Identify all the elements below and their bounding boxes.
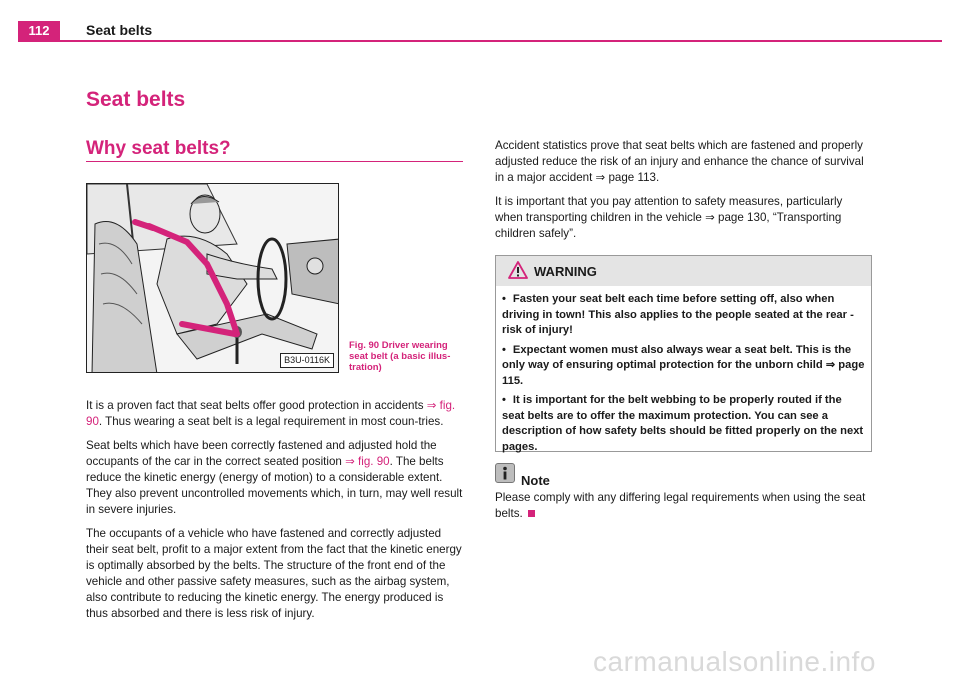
left-column-text bbox=[86, 398, 466, 630]
watermark: carmanualsonline.info bbox=[593, 646, 876, 677]
text-span: Seat belts which have been correctly fastened and adjusted hold the occupants of the car in the correct seated position bbox=[86, 439, 437, 468]
warning-list bbox=[496, 292, 871, 455]
warning-label: WARNING bbox=[534, 264, 597, 279]
figure-code: B3U-0116K bbox=[280, 353, 334, 368]
section-title: Why seat belts? bbox=[86, 138, 231, 159]
warning-item bbox=[502, 343, 865, 390]
text-span: . The belts reduce the kinetic energy (energy of motion) to a considerable extent. They also prevent uncontrolled movements which, in turn, may well result in severe injuries. bbox=[86, 455, 463, 516]
paragraph: The occupants of a vehicle who have fastened and correctly adjusted their seat belt, profit to a major extent from the fact that the kinetic energy is optimally absorbed by the belts. The structure of the front end of the vehicle and other passive safety measures, such as the airbag system, also contribute to reducing the kinetic energy. The energy produced is thus absorbed and there is less risk of injury. bbox=[86, 527, 462, 620]
figure-caption: Fig. 90 Driver wearing seat belt (a basic illus-tration) bbox=[349, 340, 451, 373]
warning-item-text: Fasten your seat belt each time before setting off, also when driving in town! This also applies to the people seated at the rear - risk of injury! bbox=[502, 293, 854, 336]
warning-item bbox=[502, 292, 865, 339]
section-divider bbox=[86, 161, 463, 162]
paragraph: Accident statistics prove that seat belts which are fastened and properly adjusted reduce the risk of an injury and enhance the chance of survival in a major accident ⇒ page 113. bbox=[495, 139, 864, 184]
warning-triangle-icon bbox=[508, 261, 528, 284]
paragraph bbox=[86, 398, 466, 430]
note-label: Note bbox=[521, 473, 550, 488]
note-text-span: Please comply with any differing legal requirements when using the seat belts. bbox=[495, 491, 866, 520]
page-number: 112 bbox=[18, 21, 60, 41]
figure-reference-link[interactable]: ⇒ fig. 90 bbox=[86, 399, 456, 428]
warning-box bbox=[495, 255, 872, 452]
warning-item-text: It is important for the belt webbing to be properly routed if the seat belts are to offer the maximum protection. You can see a description of how safety belts should be fitted properly on the next pages. bbox=[502, 394, 864, 453]
bullet: • bbox=[502, 394, 506, 406]
chapter-title: Seat belts bbox=[86, 88, 186, 111]
warning-header bbox=[496, 256, 871, 286]
header-divider bbox=[18, 40, 942, 42]
running-header-title: Seat belts bbox=[86, 22, 153, 38]
text-span: It is a proven fact that seat belts offer good protection in accidents bbox=[86, 399, 424, 412]
text-span: . Thus wearing a seat belt is a legal requirement in most coun-tries. bbox=[98, 415, 444, 428]
bullet: • bbox=[502, 293, 506, 305]
warning-item bbox=[502, 393, 865, 455]
figure-reference-link[interactable]: ⇒ fig. 90 bbox=[345, 455, 390, 468]
paragraph bbox=[86, 438, 466, 518]
note-info-icon bbox=[495, 463, 515, 483]
note-text bbox=[495, 490, 873, 522]
paragraph: It is important that you pay attention to safety measures, particularly when transporting children in the vehicle ⇒ page 130, “Transporting children safely”. bbox=[495, 195, 843, 240]
illustration-drawing bbox=[87, 184, 339, 373]
bullet: • bbox=[502, 343, 506, 356]
right-column-text bbox=[495, 138, 873, 250]
warning-item-text: Expectant women must also always wear a seat belt. This is the only way of ensuring optimal protection for the unborn child ⇒ page 115. bbox=[502, 343, 865, 387]
driver-seatbelt-illustration bbox=[86, 183, 339, 373]
end-of-section-marker bbox=[528, 510, 535, 517]
